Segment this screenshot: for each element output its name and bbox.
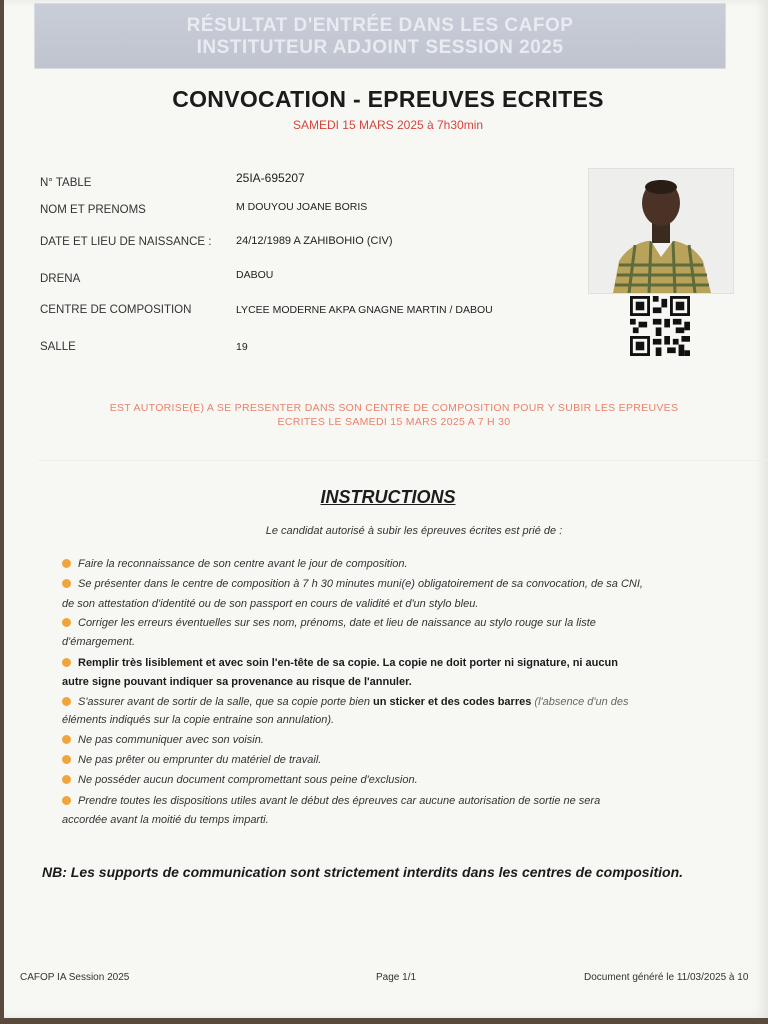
banner-line-2: INSTITUTEUR ADJOINT SESSION 2025 xyxy=(196,37,564,58)
bullet-icon xyxy=(62,579,71,588)
bullet-icon xyxy=(62,796,71,805)
list-item-continuation: d'émargement. xyxy=(62,636,136,648)
page-title: CONVOCATION - EPREUVES ECRITES xyxy=(172,86,604,112)
label-room: SALLE xyxy=(40,341,76,353)
label-name: NOM ET PRENOMS xyxy=(40,204,146,216)
header-banner xyxy=(34,3,726,69)
value-drena: DABOU xyxy=(236,269,274,281)
list-item-continuation: de son attestation d'identité ou de son passport en cours de validité et d'un stylo bleu. xyxy=(62,598,479,610)
list-item: S'assurer avant de sortir de la salle, que sa copie porte bien un sticker et des codes barres (l'absence d'un des xyxy=(62,696,629,708)
bullet-icon xyxy=(62,735,71,744)
nb-warning: NB: Les supports de communication sont strictement interdits dans les centres de composition. xyxy=(42,864,684,880)
bullet-icon xyxy=(62,618,71,627)
label-birth: DATE ET LIEU DE NAISSANCE : xyxy=(40,236,212,248)
value-birth: 24/12/1989 A ZAHIBOHIO (CIV) xyxy=(236,235,393,247)
notice-line-1: EST AUTORISE(E) A SE PRESENTER DANS SON CENTRE DE COMPOSITION POUR Y SUBIR LES EPREUVES xyxy=(109,402,679,414)
person-photo-icon xyxy=(589,169,733,293)
value-name: M DOUYOU JOANE BORIS xyxy=(236,201,368,213)
list-item: Ne pas prêter ou emprunter du matériel de travail. xyxy=(62,754,321,766)
bullet-icon xyxy=(62,658,71,667)
value-centre: LYCEE MODERNE AKPA GNAGNE MARTIN / DABOU xyxy=(236,304,493,316)
footer-generated: Document généré le 11/03/2025 à 10 xyxy=(584,972,749,983)
exam-date: SAMEDI 15 MARS 2025 à 7h30min xyxy=(292,118,484,132)
bullet-icon xyxy=(62,755,71,764)
list-item: Ne pas communiquer avec son voisin. xyxy=(62,734,264,746)
label-centre: CENTRE DE COMPOSITION xyxy=(40,304,192,316)
qr-code-icon xyxy=(630,296,690,356)
list-item: Se présenter dans le centre de composition à 7 h 30 minutes muni(e) obligatoirement de sa convocation, de sa CNI, xyxy=(62,578,643,590)
list-item-continuation: accordée avant la moitié du temps imparti. xyxy=(62,814,269,826)
authorization-notice xyxy=(44,401,744,429)
bullet-icon xyxy=(62,775,71,784)
instructions-intro: Le candidat autorisé à subir les épreuves écrites est prié de : xyxy=(265,525,563,537)
bullet-icon xyxy=(62,559,71,568)
footer-page: Page 1/1 xyxy=(376,972,417,983)
list-item: Corriger les erreurs éventuelles sur ses nom, prénoms, date et lieu de naissance au stylo rouge sur la liste xyxy=(62,617,596,629)
list-item: Faire la reconnaissance de son centre avant le jour de composition. xyxy=(62,558,408,570)
bullet-icon xyxy=(62,697,71,706)
candidate-photo xyxy=(588,168,734,294)
list-item: Ne posséder aucun document compromettant sous peine d'exclusion. xyxy=(62,774,418,786)
label-table-number: N° TABLE xyxy=(40,177,92,189)
banner-line-1: RÉSULTAT D'ENTRÉE DANS LES CAFOP xyxy=(186,15,574,36)
notice-line-2: ECRITES LE SAMEDI 15 MARS 2025 A 7 H 30 xyxy=(277,416,511,428)
value-table-number: 25IA-695207 xyxy=(236,171,305,185)
value-room: 19 xyxy=(236,341,248,353)
footer-left: CAFOP IA Session 2025 xyxy=(20,972,130,983)
label-drena: DRENA xyxy=(40,273,81,285)
list-item: Prendre toutes les dispositions utiles avant le début des épreuves car aucune autorisation de sortie ne sera xyxy=(62,795,600,807)
list-item: Remplir très lisiblement et avec soin l'en-tête de sa copie. La copie ne doit porter ni signature, ni aucun xyxy=(62,657,618,669)
instructions-title: INSTRUCTIONS xyxy=(320,487,456,507)
convocation-page xyxy=(4,0,768,1018)
list-item-continuation: autre signe pouvant indiquer sa provenance au risque de l'annuler. xyxy=(62,676,412,688)
list-item-continuation: éléments indiqués sur la copie entraine son annulation). xyxy=(62,714,335,726)
